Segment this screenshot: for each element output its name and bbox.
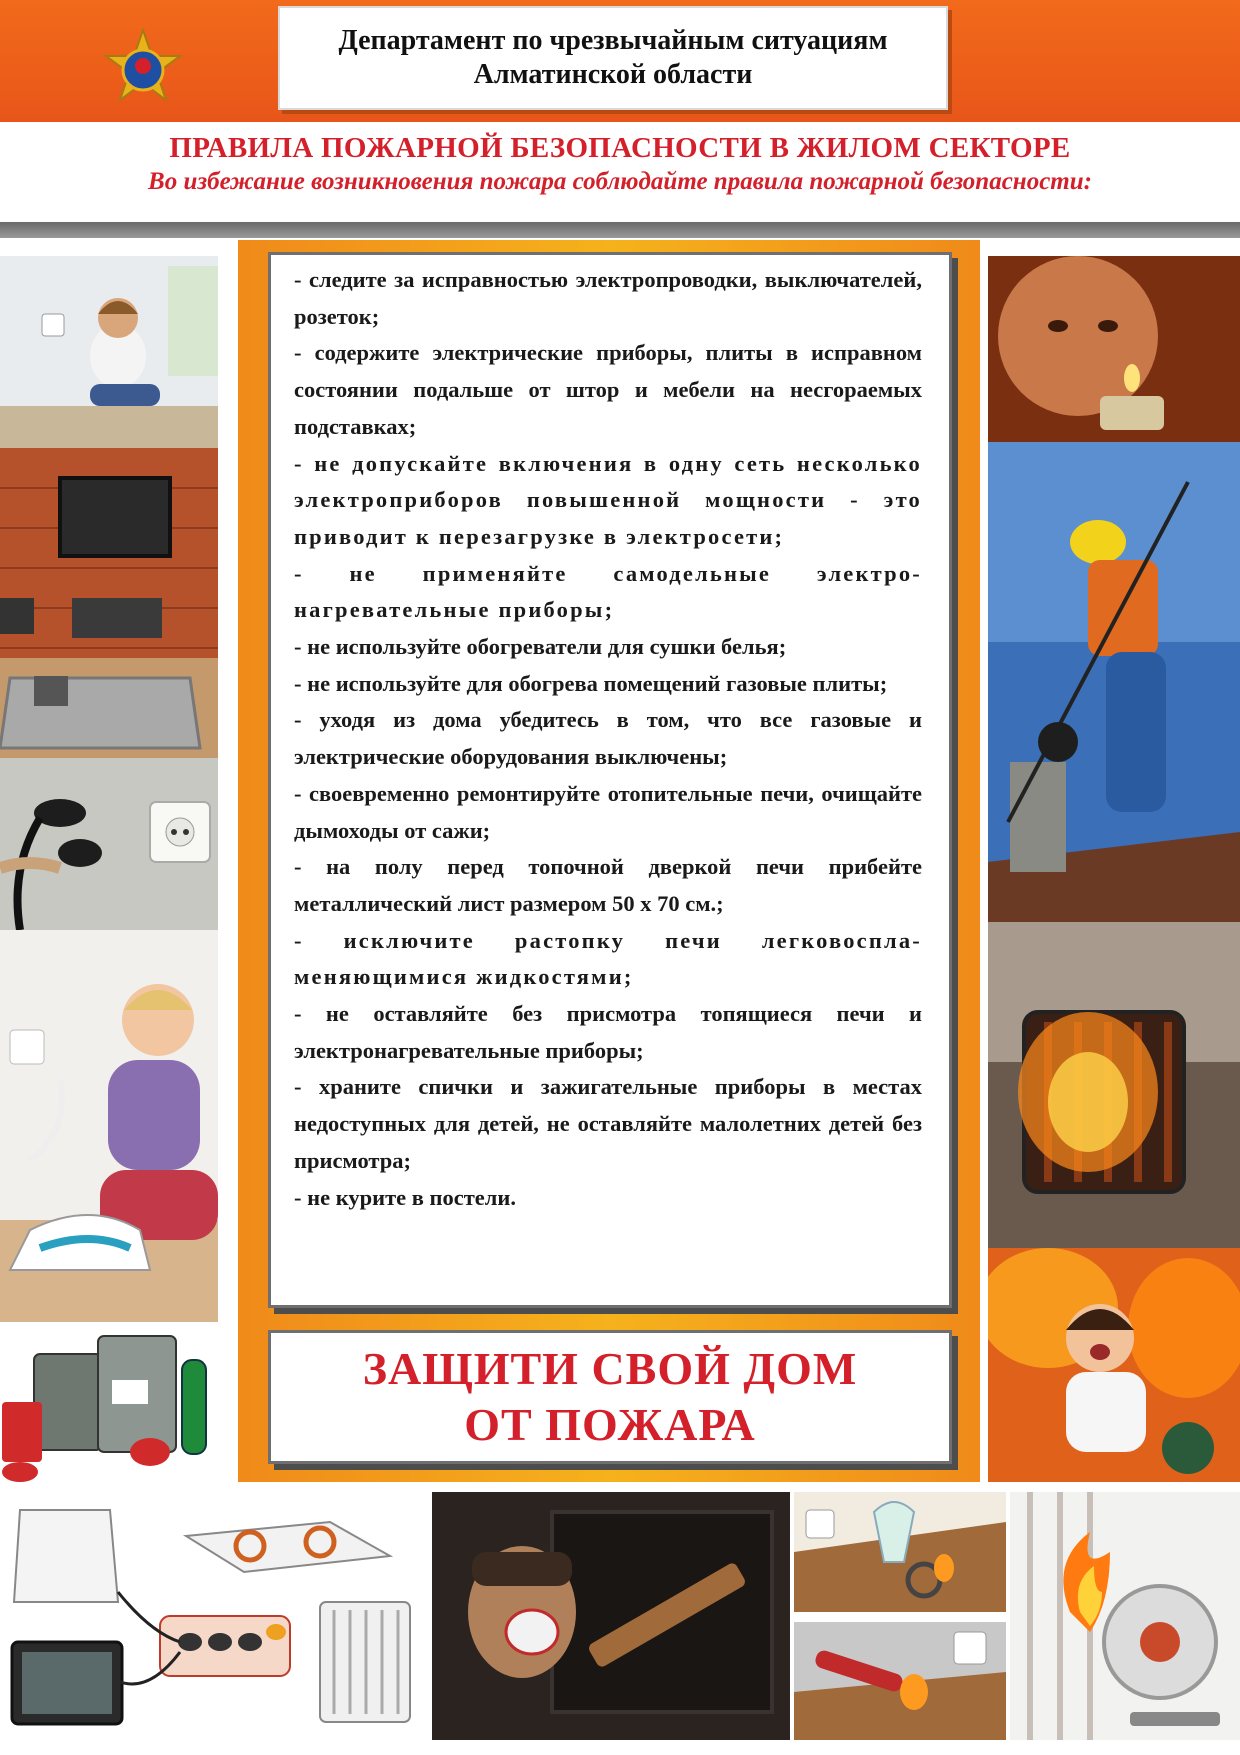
chimney-sweep-photo [988,442,1240,922]
rule-item: - храните спички и зажигательные приборы в местах недоступных для детей, не оставляйте малолетних детей без присмотра; [294,1074,922,1173]
child-at-socket-photo [0,256,218,448]
department-line-2: Алматинской области [473,59,753,90]
rule-item: - своевременно ремонтируйте отопительные печи, очищайте дымоходы от сажи; [294,780,922,843]
slogan-line-2: ОТ ПОЖАРА [464,1399,756,1450]
plug-and-socket-photo [0,758,218,930]
poster-title: ПРАВИЛА ПОЖАРНОЙ БЕЗОПАСНОСТИ В ЖИЛОМ СЕКТОРЕ [169,132,1071,164]
rule-item: - содержите электрические приборы, плиты в исправном состоянии подальше от штор и мебели на несгораемых подставках; [294,340,922,439]
rule-item: - не используйте для обогрева помещений газовые плиты; [294,670,888,696]
rule-item: - не курите в постели. [294,1184,516,1210]
rule-item: - не используйте обогреватели для сушки белья; [294,634,787,660]
rule-item: - исключите растопку печи легковоспла-меняющимися жидкостями; [294,927,922,990]
rule-item: - на полу перед топочной дверкой печи прибейте металлический лист размером 50 х 70 см.; [294,854,922,916]
department-line-1: Департамент по чрезвычайным ситуациям [338,25,888,56]
child-in-fire-photo [988,1248,1240,1482]
poster-subtitle: Во избежание возникновения пожара соблюдайте правила пожарной безопасности: [148,168,1092,195]
rule-item: - следите за исправностью электропроводки, выключателей, розеток; [294,267,922,329]
stove-photo [0,448,218,758]
fuel-canisters-illustration [0,1322,218,1482]
emergency-emblem-logo [100,28,186,114]
child-with-candle-photo [988,256,1240,442]
rules-list [294,262,922,1216]
appliances-illustration [0,1492,428,1740]
header-divider [0,222,1240,238]
rule-item: - не применяйте самодельные электро-нагревательные приборы; [294,560,922,623]
firefighter-photo [432,1492,790,1740]
hazard-illustrations [794,1492,1006,1740]
child-with-iron-photo [0,930,218,1322]
rule-item: - не оставляйте без присмотра топящиеся печи и электронагревательные приборы; [294,1001,922,1063]
rule-item: - уходя из дома убедитесь в том, что все газовые и электрические оборудования выключены; [294,707,922,770]
heater-fire-illustration [1010,1492,1240,1740]
burning-heater-photo [988,922,1240,1248]
slogan-box [268,1330,952,1464]
slogan-line-1: ЗАЩИТИ СВОЙ ДОМ [362,1343,858,1394]
department-name-box [278,6,948,110]
rule-item: - не допускайте включения в одну сеть несколько электроприборов повышенной мощности - это приводит к перезагрузке в электросети; [294,450,922,549]
